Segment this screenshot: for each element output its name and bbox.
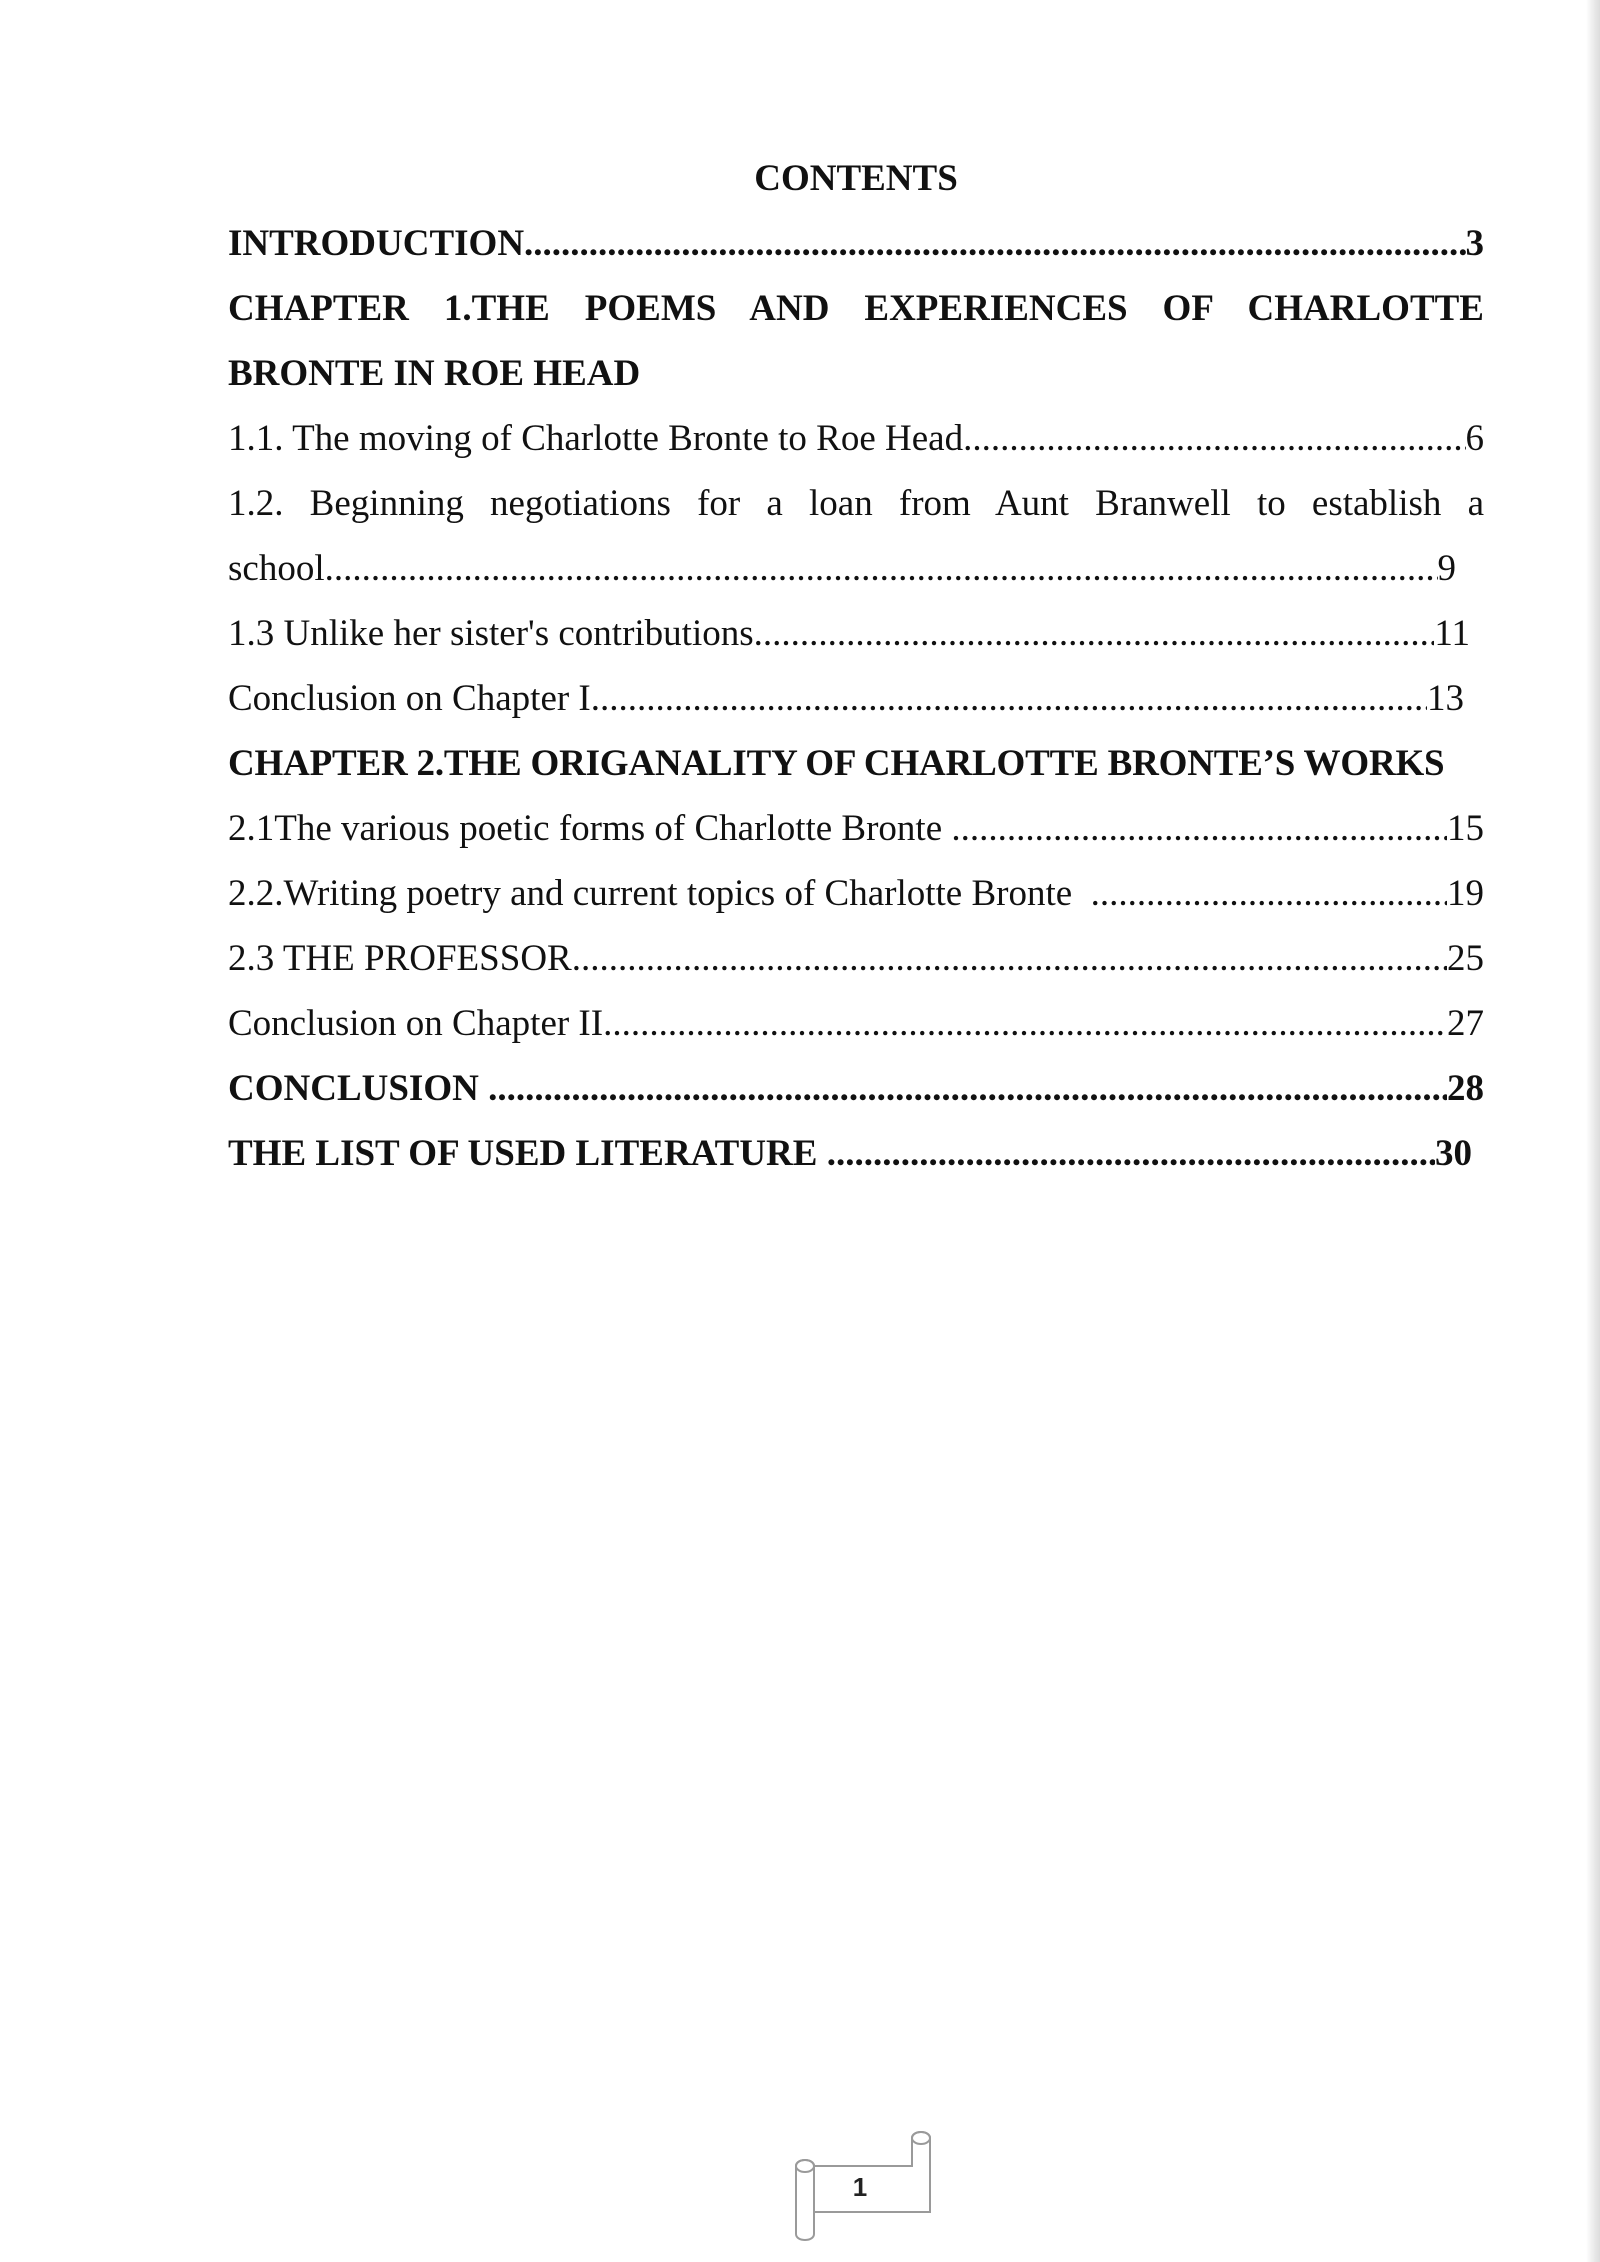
toc-entry-text: 2.2.Writing poetry and current topics of Charlotte Bronte	[228, 873, 1091, 914]
toc-entry-2-3[interactable]	[228, 926, 1484, 991]
dot-leader	[754, 601, 1435, 666]
toc-page-number: 19	[1447, 873, 1484, 914]
toc-entry-text: 2.1The various poetic forms of Charlotte Bronte	[228, 808, 952, 849]
toc-entry-text: CHAPTER 2.THE ORIGANALITY OF CHARLOTTE BRONTE’S WORKS	[228, 743, 1445, 784]
toc-page-number: 9	[1437, 548, 1456, 589]
toc-entry-chapter-1[interactable]	[228, 276, 1484, 341]
toc-entry-text: 1.2. Beginning negotiations for a loan from Aunt Branwell to establish a	[228, 483, 1484, 524]
dot-leader	[827, 1121, 1435, 1186]
toc-entry-text: 1.3 Unlike her sister's contributions	[228, 613, 754, 654]
toc-page-number: 30	[1435, 1133, 1472, 1174]
toc-entry-2-1[interactable]	[228, 796, 1484, 861]
toc-entry-introduction[interactable]	[228, 211, 1484, 276]
dot-leader	[963, 406, 1465, 471]
dot-leader	[603, 991, 1447, 1056]
toc-page-number: 6	[1465, 418, 1484, 459]
toc-page-number: 3	[1465, 223, 1484, 264]
toc-entry-chapter-1-cont[interactable]	[228, 341, 1484, 406]
toc-entry-text: 1.1. The moving of Charlotte Bronte to Roe Head	[228, 418, 964, 459]
toc-entry-1-3[interactable]	[228, 601, 1470, 666]
toc-page-number: 13	[1427, 678, 1464, 719]
toc-entry-conclusion-ch1[interactable]	[228, 666, 1464, 731]
dot-leader	[524, 211, 1465, 276]
toc-entry-text: CHAPTER 1.THE POEMS AND EXPERIENCES OF CHARLOTTE	[228, 288, 1484, 329]
toc-entry-text: CONCLUSION	[228, 1068, 489, 1109]
toc-entry-text: BRONTE IN ROE HEAD	[228, 353, 641, 394]
toc-entry-literature[interactable]	[228, 1121, 1472, 1186]
toc-page-number: 28	[1447, 1068, 1484, 1109]
toc-entry-text: INTRODUCTION	[228, 223, 525, 264]
page-title: CONTENTS	[754, 158, 958, 199]
page-edge-shadow	[1586, 0, 1600, 2262]
dot-leader	[591, 666, 1427, 731]
toc-entry-chapter-2[interactable]	[228, 731, 1484, 796]
toc-entry-text: Conclusion on Chapter II	[228, 1003, 604, 1044]
toc-page-number: 15	[1447, 808, 1484, 849]
table-of-contents	[228, 146, 1484, 1186]
toc-entry-text: Conclusion on Chapter I	[228, 678, 591, 719]
dot-leader	[951, 796, 1447, 861]
dot-leader	[1091, 861, 1447, 926]
toc-entry-text: school	[228, 548, 325, 589]
dot-leader	[488, 1056, 1447, 1121]
dot-leader	[572, 926, 1447, 991]
page-number: 1	[852, 2172, 868, 2202]
toc-entry-conclusion-ch2[interactable]	[228, 991, 1484, 1056]
toc-page-number: 27	[1447, 1003, 1484, 1044]
toc-entry-1-2-cont[interactable]	[228, 536, 1456, 601]
toc-entry-2-2[interactable]	[228, 861, 1484, 926]
toc-entry-text: 2.3 THE PROFESSOR	[228, 938, 572, 979]
dot-leader	[325, 536, 1438, 601]
toc-entry-conclusion[interactable]	[228, 1056, 1484, 1121]
toc-entry-text: THE LIST OF USED LITERATURE	[228, 1133, 827, 1174]
toc-entry-1-1[interactable]	[228, 406, 1484, 471]
toc-entry-1-2[interactable]	[228, 471, 1484, 536]
page-footer	[780, 2130, 940, 2245]
toc-page-number: 11	[1434, 613, 1470, 654]
toc-page-number: 25	[1447, 938, 1484, 979]
